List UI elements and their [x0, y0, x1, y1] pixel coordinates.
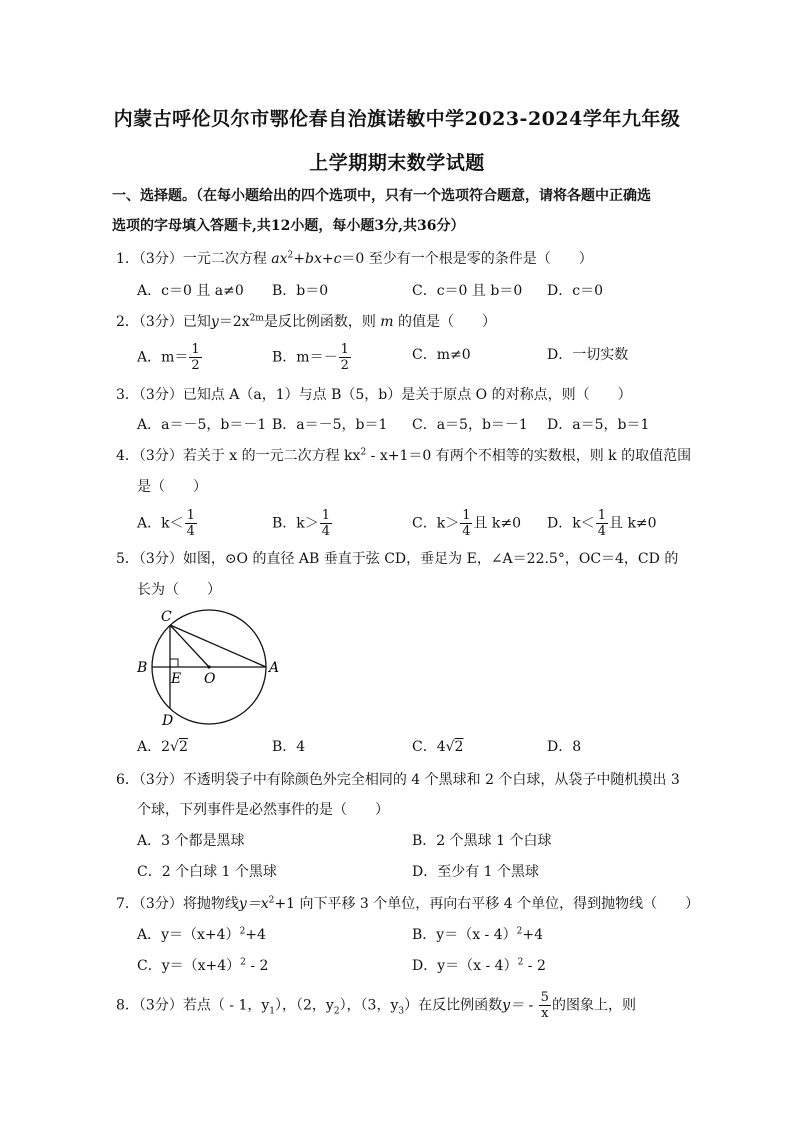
question-2-stem: 2．（3分）已知$y=2x^{2m}$是反比例函数，则 m 的值是（ ）: [116, 313, 497, 330]
q5-option-c: C．4√2: [412, 739, 464, 755]
fraction: $\frac{1}{4}$: [186, 508, 195, 539]
q6-option-b: B．2 个黑球 1 个白球: [412, 833, 552, 849]
question-3-stem: 3．（3分）已知点 A（a，1）与点 B（5，b）是关于原点 O 的对称点，则（ ）: [116, 387, 632, 403]
q7-option-a: A．$y=(x+4)^2+4$: [137, 926, 266, 943]
q3-option-a: A．a＝－5，b＝－1: [137, 417, 267, 433]
q6-option-a: A．3 个都是黑球: [137, 833, 245, 849]
q4-option-d: D．k＜ $\frac{1}{4}$ 且 k≠0: [547, 508, 657, 539]
q6-option-d: D．至少有 1 个黑球: [412, 864, 540, 880]
point-o: [207, 665, 210, 668]
q5-option-d: D．8: [547, 739, 582, 755]
right-angle-mark: [170, 659, 178, 667]
label-d: D: [162, 713, 174, 729]
q7-option-d: D．y＝（x - 4）$^2$ - 2: [412, 957, 546, 974]
q2-option-c: C．m≠0: [412, 347, 471, 363]
q2-option-d: D．一切实数: [547, 347, 629, 363]
q1-option-d: D．c＝0: [547, 283, 603, 299]
q4-option-a: A．k＜ $\frac{1}{4}$: [137, 508, 195, 539]
question-6-stem-b: 个球，下列事件是必然事件的是（ ）: [137, 802, 389, 818]
section-heading-a: 一、选择题。（在每小题给出的四个选项中，只有一个选项符合题意，请将各题中正确选: [112, 188, 651, 204]
q3-option-d: D．a＝5，b＝1: [547, 417, 650, 433]
label-o: O: [204, 671, 216, 687]
q2-option-a: A．m＝ $\frac{1}{2}$: [137, 342, 200, 373]
q2-option-b: B．m＝－ $\frac{1}{2}$: [272, 342, 349, 373]
question-8-stem: 8．（3分）若点（ - 1，$y_1$），（2，$y_2$），（3，$y_3$）在反比例函数y＝ - $\frac{5}{x}$ 的图象上，则: [116, 990, 636, 1021]
q1-option-c: C．c＝0 且 b＝0: [412, 283, 523, 299]
q3-option-c: C．a＝5，b＝－1: [412, 417, 528, 433]
label-c: C: [161, 609, 172, 625]
fraction: $\frac{1}{2}$: [191, 342, 200, 373]
fraction: $\frac{1}{4}$: [597, 508, 606, 539]
q1-option-b: B．b＝0: [272, 283, 329, 299]
fraction: $\frac{5}{x}$: [540, 990, 549, 1021]
circle-figure: [130, 604, 290, 729]
label-e: E: [171, 671, 182, 687]
label-a: A: [269, 660, 280, 676]
sqrt-sign: √: [445, 739, 455, 755]
title-line-2: 上学期期末数学试题: [309, 152, 485, 174]
q5-option-a: A．2√2: [137, 739, 188, 755]
label-b: B: [137, 660, 148, 676]
question-1-stem: 1．（3分）一元二次方程 $ax^2+bx+c=0$ 至少有一个根是零的条件是（ ）: [116, 250, 593, 267]
sqrt-sign: √: [170, 739, 179, 755]
q7-option-c: C．$y=(x+4)^2 - 2$: [137, 957, 269, 974]
fraction: $\frac{1}{4}$: [321, 508, 331, 539]
question-5-stem-b: 长为（ ）: [137, 582, 221, 598]
q4-option-c: C．k＞ $\frac{1}{4}$ 且 k≠0: [412, 508, 522, 539]
q1-option-a: A．c＝0 且 a≠0: [137, 283, 244, 299]
question-4-stem-a: 4．（3分）若关于 x 的一元二次方程 $kx^2 - x+1=0$ 有两个不相等的实数根，则 k 的取值范围: [116, 447, 692, 464]
question-5-stem-a: 5．（3分）如图，⊙O 的直径 AB 垂直于弦 CD，垂足为 E，∠A＝22.5°，OC＝4，CD 的: [116, 551, 679, 567]
q7-option-b: B．y＝（x - 4）$^2$+4: [412, 926, 544, 943]
segment-co: [170, 625, 209, 667]
segment-ca: [170, 625, 266, 667]
q4-option-b: B．k＞ $\frac{1}{4}$: [272, 508, 331, 539]
fraction: $\frac{1}{2}$: [340, 342, 349, 373]
question-6-stem-a: 6．（3分）不透明袋子中有除颜色外完全相同的 4 个黑球和 2 个白球，从袋子中随机摸出 3: [116, 772, 680, 788]
q3-option-b: B．a＝－5，b＝1: [272, 417, 388, 433]
q6-option-c: C．2 个白球 1 个黑球: [137, 864, 277, 880]
question-7-stem: 7．（3分）将抛物线$y=x^2+1$ 向下平移 3 个单位，再向右平移 4 个单位，得到抛物线（ ）: [116, 895, 700, 912]
title-line-1: 内蒙古呼伦贝尔市鄂伦春自治旗诺敏中学2023-2024学年九年级: [113, 108, 681, 130]
q5-option-b: B．4: [272, 739, 306, 755]
fraction: $\frac{1}{4}$: [462, 508, 471, 539]
section-heading-b: 选项的字母填入答题卡,共12小题，每小题3分,共36分）: [112, 218, 465, 234]
question-4-stem-b: 是（ ）: [137, 479, 207, 495]
